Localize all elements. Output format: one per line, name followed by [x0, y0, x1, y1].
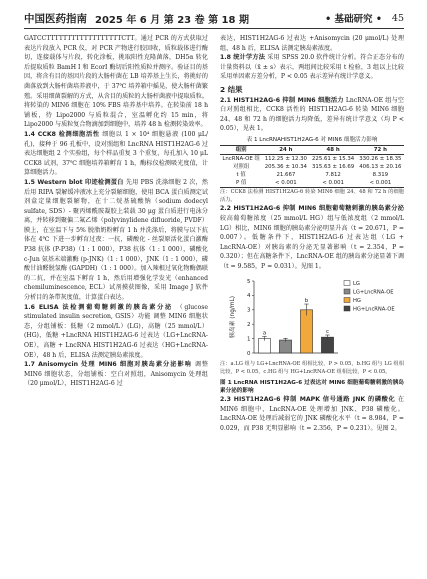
- bar-label: c: [325, 329, 330, 336]
- table-header-cell: 组别: [235, 147, 247, 154]
- table-cell: 112.25 ± 12.30: [264, 156, 307, 163]
- table-cell: < 0.001: [322, 180, 344, 187]
- table-cell: P 值: [235, 180, 247, 187]
- table-caption: 表 1 LncRNAHIST1H2AG-6 对 MIN6 细胞活力影响: [246, 136, 378, 143]
- table-row: [220, 171, 404, 179]
- y-tick-label: 4: [247, 293, 251, 300]
- table-row: [220, 163, 404, 171]
- bar-label: b: [304, 298, 309, 305]
- legend-entry: LG+LncRNA-OE: [353, 289, 394, 296]
- legend-swatch: [344, 298, 350, 303]
- paragraph-text: 在 MIN6 细胞中，LncRNA-OE 处理增加 JNK、P38 磷酸化。LncRNA-OE 处理后减弱它的 JNK 磷酸化水平（t = 8.984，P = 0.029，而 P38 无明显影响（t = 2.356，P = 0.231）。见图 2。: [220, 396, 405, 432]
- table-cell: 8.319: [372, 172, 389, 179]
- paragraph-text: LncRNA-OE 组与空白对照组相比，CCK8 活性的 HIST1H2AG-6 转染 MIN6 细胞 24、48 和 72 h 的细胞活力均降低，差异有统计学意义（均 P < 0.05），见表 1。: [220, 96, 404, 133]
- bar: [321, 338, 333, 354]
- subsection-title: 1.6 ELISA 法检测葡萄糖刺激的胰岛素分泌: [24, 303, 173, 311]
- subsection-title: 1.8 统计学方法: [220, 54, 266, 62]
- bar: [279, 341, 291, 354]
- legend-entry: HG: [353, 298, 361, 305]
- legend-swatch: [344, 289, 350, 294]
- table-cell: 406.13 ± 20.16: [359, 164, 402, 171]
- bar-label: a: [262, 330, 267, 337]
- legend-swatch: [344, 281, 350, 286]
- paragraph: [24, 303, 208, 361]
- page-number: 45: [391, 12, 404, 24]
- left-column: [24, 34, 208, 389]
- legend-entry: HG+LncRNA-OE: [353, 306, 395, 313]
- paragraph: [24, 130, 208, 178]
- y-tick-label: 3: [247, 308, 251, 315]
- subsection-title: 1.7 Anisomycin 处理 MIN6 细胞对胰岛素分泌影响: [24, 361, 192, 369]
- y-axis-label: 胰岛素 (ng/mL): [230, 296, 236, 339]
- subsection-title: 2.1 HIST1H2AG-6 抑制 MIN6 细胞活力: [220, 96, 344, 104]
- section-label: • 基础研究 •: [325, 14, 382, 25]
- table-header-cell: 24 h: [279, 147, 293, 154]
- y-tick-label: 0: [247, 351, 251, 358]
- paragraph: [220, 53, 404, 82]
- insulin-bar-chart: [220, 273, 404, 361]
- paragraph-text: 先用 PBS 洗涤细胞 2 次，然后用 RIPA 裂解缓冲液冰上充分裂解细胞，使用 BCA 蛋白质测定试剂盒定量细胞裂解物，在十二烷基硫酸钠（sodium dodecyl sulfate, SDS）- 聚丙烯酰胺凝胶上装载 30 μg 蛋白质进行电泳分离，并转移到聚偏二氟乙烯（polyvinylidene difluoride, PVDF）膜上，在室温下与 5% 脱脂奶粉孵育 1 h 并洗涤后，将膜与以下抗体在 4℃ 下进一步孵育过夜：一抗，磷酸化 - 丝裂原活化蛋白激酶 P38 抗体 (P-P38)（1 : 1 000），P38 抗体（1 : 1 000），磷酸化 c-Jun 氨基末端激酶 (p-JNK)（1 : 1 000），JNK（1 : 1 000），磷酸甘油醛脱氢酶 (GAPDH)（1 : 1 000）。加入辣根过氧化物酶偶联的二抗，并在室温下孵育 1 h，然后用增强化学发光（enhanced chemiluminescence, ECL）试剂摸获图像，采用 Image J 软件分析目的条带灰度值，计算蛋白表达。: [24, 178, 208, 302]
- paragraph: [220, 395, 404, 433]
- table-header-cell: 48 h: [326, 147, 340, 154]
- table-cell: 315.63 ± 16.69: [311, 164, 355, 171]
- table-cell: 330.26 ± 18.35: [359, 156, 402, 163]
- paragraph: [24, 178, 208, 303]
- table-cell: 205.36 ± 10.34: [264, 164, 307, 171]
- section-title: 2 结果: [220, 84, 243, 94]
- subsection-title: 2.3 HIST1H2AG-6 抑制 MAPK 信号通路 JNK 的磷酸化: [220, 396, 396, 404]
- subsection-title: 1.4 CCK8 检测细胞活性: [24, 130, 100, 138]
- paragraph: 表达，HIST1H2AG-6 过表达 +Anisomycin (20 μmol/L) 处理组，48 h 后，ELISA 法测定胰岛素浓度。: [220, 35, 404, 52]
- paragraph-text: 采用 SPSS 20.0 软件统计分析。符合正态分布的计量资料以（x̄ ± s）表示，两组间比较采用 t 检验，3 组以上比较采用单因素方差分析，P < 0.05 表示差异有统计学意义。: [220, 54, 404, 81]
- table-cell: 225.61 ± 15.34: [311, 156, 355, 163]
- right-column: [220, 34, 404, 433]
- figure-caption: 图 1 LncRNA HIST1H2AG-6 过表达对 MIN6 细胞葡萄糖刺激的胰岛素分泌的影响: [220, 379, 404, 394]
- table-1: [220, 145, 404, 188]
- paragraph: [220, 204, 404, 271]
- subsection-title: 2.2 HIST1H2AG-6 抑制 MIN6 细胞葡萄糖刺激的胰岛素分泌: [220, 205, 404, 213]
- bar: [258, 339, 270, 353]
- legend-entry: LG: [353, 281, 360, 288]
- issue-info: 2025 年 6 月 第 23 卷 第 18 期: [95, 14, 249, 26]
- paragraph-text: （glucose stimulated insulin secretion, GSIS）功能 调整 MIN6 细胞状态，分组铺板：低糖（2 mmol/L）(LG)，高糖（25 mmol/L）(HG)，低糖 +LncRNA HIST1H2AG-6 过表达（LG+LncRNA-OE），高糖 + LncRNA HIST1H2AG-6 过表达（HG+LncRNA-OE），48 h 后，ELISA 法测定胰岛素浓度。: [24, 303, 209, 359]
- table-header-row: [220, 146, 404, 155]
- table-cell: < 0.001: [369, 180, 392, 187]
- table-cell: LncRNA-OE 组: [222, 156, 260, 163]
- y-tick-label: 2: [247, 322, 251, 329]
- paragraph-text: 调整 MIN6 细胞状态，分组铺板：空白对照组，Anisomycin 处理组（20 μmol/L），HIST1H2AG-6 过: [24, 361, 209, 388]
- table-cell: 21.667: [276, 172, 296, 179]
- y-tick-label: 5: [247, 279, 251, 286]
- journal-name: 中国医药指南: [24, 12, 87, 25]
- table-header-cell: 72 h: [373, 147, 387, 154]
- paragraph: [24, 360, 208, 389]
- y-tick-label: 1: [247, 336, 251, 343]
- table-note: 注：CCK8 法检测 HIST1H2AG-6 转染 MIN6 细胞 24、48 和 72 h 的细胞活力。: [220, 189, 404, 203]
- table-row: [220, 179, 404, 188]
- figure-1: [220, 273, 404, 361]
- bar: [300, 310, 312, 353]
- running-header: [24, 8, 404, 28]
- table-row: [220, 155, 404, 164]
- paragraph-text: 细胞以 1 × 10⁴ 细胞悬液 (100 μL/孔)，接种于 96 孔板中，设对照组和 LncRNA HIST1H2AG-6 过表达细胞组 2 个实验组，每个样品重复 3 个重复，每孔加入 10 μL CCK8 试剂，37℃ 细胞培养箱孵育 1 h，酶标仪检测吸光度值，计算细胞活力。: [24, 130, 209, 177]
- header-rule: [24, 28, 404, 29]
- legend-swatch: [344, 306, 350, 311]
- paragraph: GATCCTTTTTTTTTTTTTTTTTTCTT。通过 PCR 的方式获取过表达片段放入 PCR 仪，对 PCR 产物进行胶回收，质粒载体进行酶切，连接载体与片段，转化涂板，挑取阳性克隆菌落，DH5α 转化后提取质粒 BamH I 和 EcorI 酶切后阳性质粒并测序。验证目的基因，将含有目的基因片段的大肠杆菌在 LB 培养基上生长，将挑好的菌落放到大肠杆菌培养液中，于 37℃ 培养箱中摇晃，使大肠杆菌繁殖。采用细菌裂解的方式，从含目的质粒的大肠杆菌液中提取质粒。将转染的 MIN6 细胞在 10% FBS 培养基中培养。在转染前 18 h 铺板，待 Lipo2000 与质粒混合，室温孵化约 15 min，将 Lipo2000 与质粒复合物滴加到细胞中，培养 48 h 检测转染效率。: [24, 35, 208, 129]
- table-cell: t 值: [236, 172, 246, 179]
- table-cell: 7.812: [325, 172, 341, 179]
- figure-note: 注：a.LG 组与 LG+LncRNA-OE 组相比较，P > 0.05，b.HG 组与 LG 组相比较，P < 0.05，c.HG 组与 HG+LncRNA-OE 组相比较，P < 0.05。: [220, 361, 404, 376]
- table-cell: < 0.001: [275, 180, 297, 187]
- subsection-title: 1.5 Western blot 印迹检测蛋白: [24, 178, 124, 186]
- table-cell: 对照组: [233, 164, 250, 171]
- paragraph: [220, 96, 404, 134]
- paragraph-text: 较高葡萄糖浓度（25 mmol/L HG）组与低浓度组（2 mmol/L LG）相比，MIN6 细胞的胰岛素分泌明显升高（t = 20.671，P = 0.007）。低糖条件下，HIST1H2AG-6 过表达组（LG + LncRNA-OE）对胰岛素的分泌无显著影响（t = 2.354，P = 0.320）；但在高糖条件下，LncRNA-OE 组的胰岛素分泌显著下调（t = 9.585，P = 0.031）。见图 1。: [220, 214, 404, 270]
